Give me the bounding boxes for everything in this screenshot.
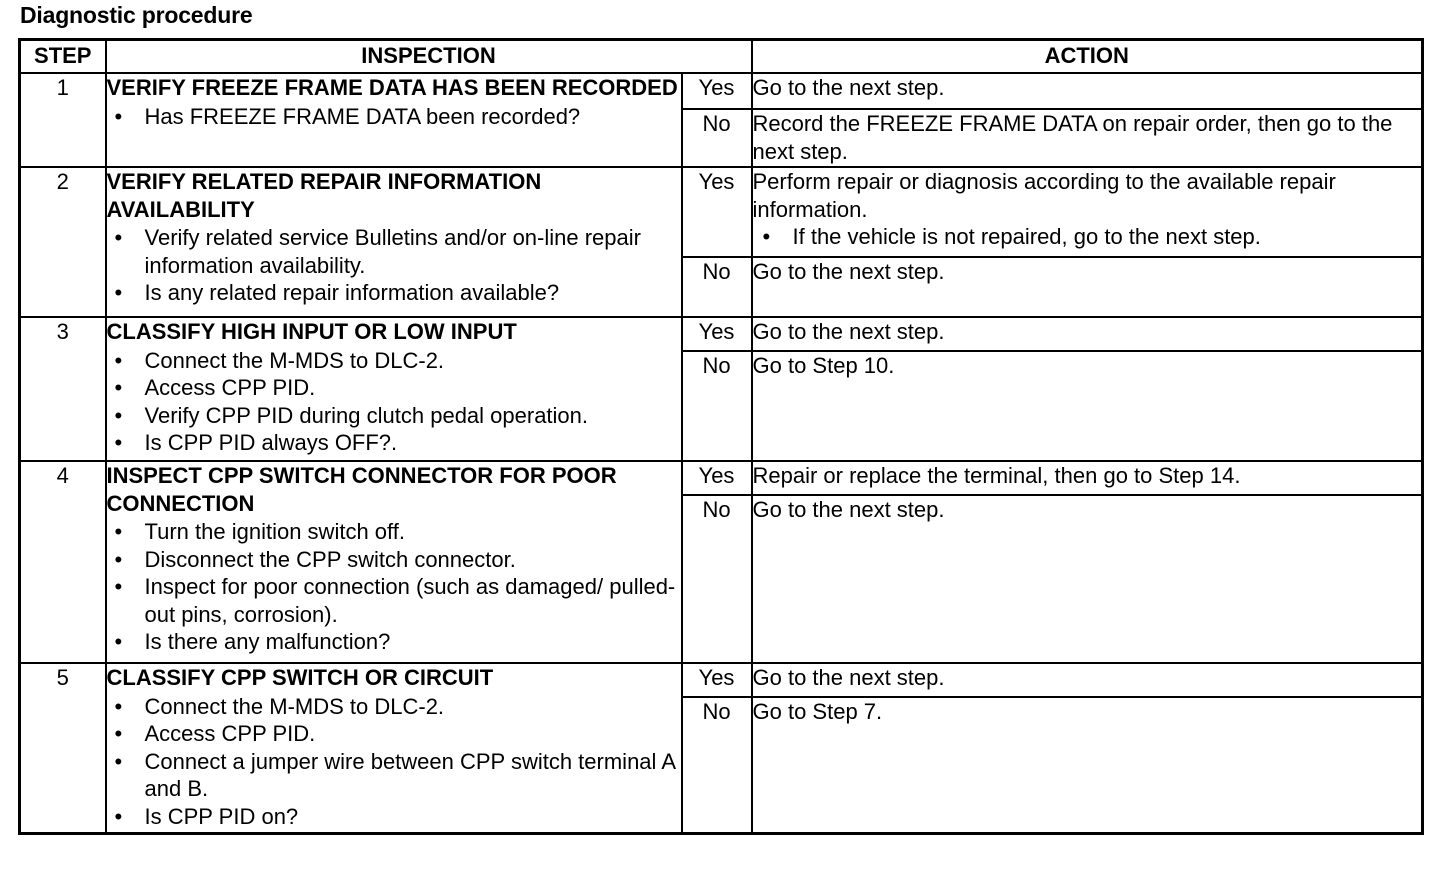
no-action: [752, 697, 1423, 833]
inspection-bullet: • Is there any malfunction?: [145, 628, 681, 656]
yes-action-text: Go to the next step.: [752, 319, 945, 344]
yes-action-text: Repair or replace the terminal, then go to Step 14.: [752, 463, 1241, 488]
table-row: [20, 167, 1423, 257]
table-row: [20, 73, 1423, 109]
table-row: [20, 317, 1423, 351]
inspection-bullet: • Is CPP PID on?: [145, 803, 681, 831]
inspection-title: CLASSIFY HIGH INPUT OR LOW INPUT: [106, 319, 517, 344]
yes-label: Yes: [682, 167, 752, 257]
no-action: [752, 351, 1423, 461]
inspection-bullet: • Has FREEZE FRAME DATA been recorded?: [145, 103, 681, 131]
action-header: ACTION: [752, 40, 1423, 74]
header-row: [20, 40, 1423, 74]
inspection-cell: [106, 663, 682, 833]
inspection-bullet-list: [107, 224, 681, 307]
inspection-bullet: • Connect the M-MDS to DLC-2.: [145, 347, 681, 375]
yes-label: Yes: [682, 317, 752, 351]
inspection-title: VERIFY FREEZE FRAME DATA HAS BEEN RECORDED: [106, 75, 678, 100]
diagnostic-table: [18, 38, 1424, 835]
yes-action: [752, 461, 1423, 495]
inspection-header: INSPECTION: [106, 40, 752, 74]
yes-label: Yes: [682, 461, 752, 495]
yes-action-text: Perform repair or diagnosis according to the available repair information.: [752, 169, 1336, 222]
inspection-bullet-list: [107, 103, 681, 131]
inspection-bullet: • Verify CPP PID during clutch pedal operation.: [145, 402, 681, 430]
step-number: 5: [20, 663, 106, 833]
step-header: STEP: [20, 40, 106, 74]
no-action: [752, 495, 1423, 663]
inspection-bullet-list: [107, 693, 681, 831]
no-label: No: [682, 109, 752, 167]
inspection-bullet-list: [107, 518, 681, 656]
no-action-text: Go to Step 7.: [752, 699, 883, 724]
step-number: 1: [20, 73, 106, 167]
table-row: [20, 461, 1423, 495]
yes-label: Yes: [682, 663, 752, 697]
table-row: [20, 663, 1423, 697]
yes-action: [752, 167, 1423, 257]
no-label: No: [682, 697, 752, 833]
yes-action: [752, 73, 1423, 109]
no-label: No: [682, 495, 752, 663]
inspection-bullet: • Connect the M-MDS to DLC-2.: [145, 693, 681, 721]
inspection-bullet: • Verify related service Bulletins and/or on-line repair information availability.: [145, 224, 681, 279]
inspection-cell: [106, 317, 682, 461]
step-number: 2: [20, 167, 106, 317]
no-label: No: [682, 351, 752, 461]
inspection-title: VERIFY RELATED REPAIR INFORMATION AVAILABILITY: [106, 169, 542, 222]
inspection-title: INSPECT CPP SWITCH CONNECTOR FOR POOR CONNECTION: [106, 463, 617, 516]
inspection-bullet-list: [107, 347, 681, 457]
inspection-cell: [106, 461, 682, 663]
yes-label: Yes: [682, 73, 752, 109]
page-title: Diagnostic procedure: [20, 2, 253, 28]
no-action: [752, 109, 1423, 167]
yes-action: [752, 663, 1423, 697]
yes-action-text: Go to the next step.: [752, 75, 945, 100]
table-body: [20, 73, 1423, 833]
inspection-cell: [106, 73, 682, 167]
inspection-bullet: • Disconnect the CPP switch connector.: [145, 546, 681, 574]
no-label: No: [682, 257, 752, 317]
no-action-text: Record the FREEZE FRAME DATA on repair order, then go to the next step.: [752, 111, 1393, 164]
no-action: [752, 257, 1423, 317]
no-action-text: Go to Step 10.: [752, 353, 895, 378]
inspection-bullet: • Is CPP PID always OFF?.: [145, 429, 681, 457]
no-action-text: Go to the next step.: [752, 259, 945, 284]
inspection-bullet: • Connect a jumper wire between CPP switch terminal A and B.: [145, 748, 681, 803]
inspection-bullet: • Access CPP PID.: [145, 720, 681, 748]
yes-action-text: Go to the next step.: [752, 665, 945, 690]
step-number: 3: [20, 317, 106, 461]
action-bullet: • If the vehicle is not repaired, go to the next step.: [793, 223, 1422, 251]
inspection-cell: [106, 167, 682, 317]
step-number: 4: [20, 461, 106, 663]
inspection-bullet: • Access CPP PID.: [145, 374, 681, 402]
no-action-text: Go to the next step.: [752, 497, 945, 522]
yes-action: [752, 317, 1423, 351]
inspection-title: CLASSIFY CPP SWITCH OR CIRCUIT: [106, 665, 494, 690]
inspection-bullet: • Is any related repair information available?: [145, 279, 681, 307]
inspection-bullet: • Inspect for poor connection (such as damaged/ pulled-out pins, corrosion).: [145, 573, 681, 628]
inspection-bullet: • Turn the ignition switch off.: [145, 518, 681, 546]
action-bullet-list: [753, 223, 1422, 251]
